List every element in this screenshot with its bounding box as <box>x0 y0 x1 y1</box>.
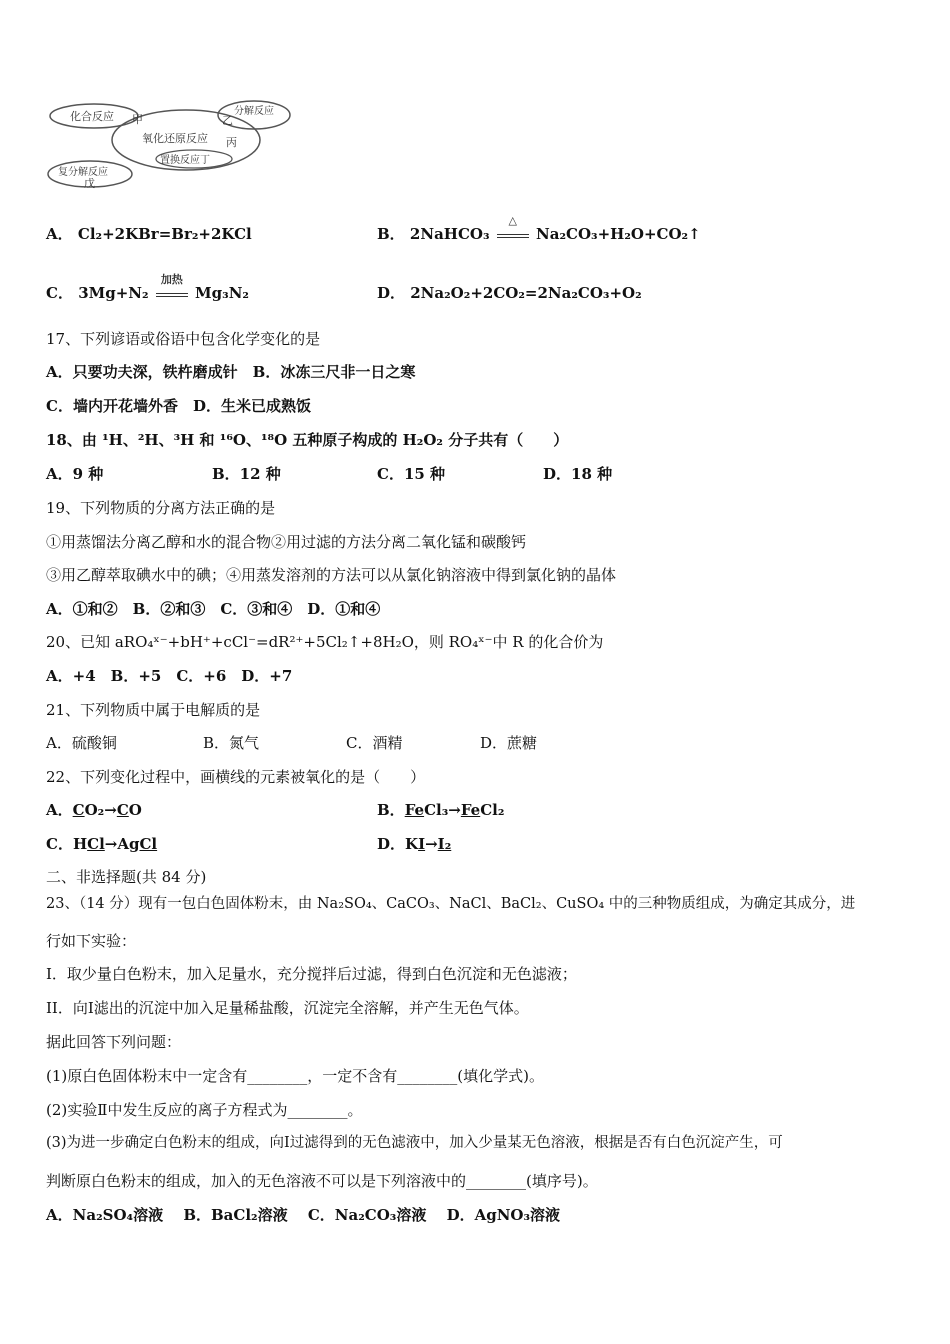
q16-option-a <box>46 224 252 244</box>
q22-d-text-2: → <box>425 835 438 853</box>
q18-option-b: B．12 种 <box>212 465 281 483</box>
q20-options: A．+4 B．+5 C．+6 D．+7 <box>46 667 293 685</box>
q16-c-condition: 加热 <box>160 273 183 286</box>
q21-option-c: C．酒精 <box>346 734 403 752</box>
q22-d-letter: D． <box>377 835 406 853</box>
q16-c-left: 3Mg+N₂ <box>78 284 149 302</box>
reaction-types-diagram <box>46 96 296 192</box>
q22-b-letter: B． <box>377 801 405 819</box>
q18-option-d: D．18 种 <box>543 465 613 483</box>
q23-options: A．Na₂SO₄溶液 B．BaCl₂溶液 C．Na₂CO₃溶液 D．AgNO₃溶液 <box>46 1206 561 1224</box>
q18-option-c: C．15 种 <box>377 465 446 483</box>
q23-subquestion-2: (2)实验Ⅱ中发生反应的离子方程式为________。 <box>46 1101 363 1119</box>
q23-prompt: 据此回答下列问题： <box>46 1033 182 1051</box>
diagram-label-double-decomposition: 复分解反应 <box>58 167 108 178</box>
q22-c-underlined-1: Cl <box>87 835 105 853</box>
q22-option-b <box>377 800 504 820</box>
q22-d-underlined-1: I <box>418 835 426 853</box>
q21-option-a: A．硫酸铜 <box>46 734 117 752</box>
diagram-label-bing: 丙 <box>226 136 237 149</box>
q18-option-a: A．9 种 <box>46 465 104 483</box>
q17-stem: 17、下列谚语或俗语中包含化学变化的是 <box>46 330 321 348</box>
q16-d-letter: D． <box>377 284 406 302</box>
q23-step-2: II．向Ⅰ滤出的沉淀中加入足量稀盐酸，沉淀完全溶解，并产生无色气体。 <box>46 999 529 1017</box>
q16-b-letter: B． <box>377 225 405 243</box>
q16-c-equals-sign <box>156 273 188 304</box>
q17-options-line1: A．只要功夫深，铁杵磨成针 B．冰冻三尺非一日之寒 <box>46 363 416 381</box>
heat-triangle-icon: △ <box>508 214 518 227</box>
diagram-label-yi: 乙 <box>222 114 233 127</box>
q22-option-a <box>46 800 142 820</box>
q22-b-underlined-1: Fe <box>404 801 425 819</box>
q23-step-1: I．取少量白色粉末，加入足量水，充分搅拌后过滤，得到白色沉淀和无色滤液； <box>46 965 577 983</box>
q16-option-d <box>377 283 642 303</box>
q22-d-underlined-2: I₂ <box>437 835 452 853</box>
q22-c-text-2: →Ag <box>104 835 140 853</box>
q22-b-text-1: Cl₃→ <box>424 801 461 819</box>
q22-a-underlined-2: C <box>116 801 129 819</box>
q21-option-d: D．蔗糖 <box>480 734 538 752</box>
q16-option-c <box>46 273 249 304</box>
q21-option-b: B．氮气 <box>203 734 260 752</box>
q16-a-letter: A． <box>46 225 73 243</box>
diagram-label-decomposition: 分解反应 <box>234 106 274 117</box>
q22-c-underlined-2: Cl <box>139 835 158 853</box>
q22-c-text-1: H <box>72 835 88 853</box>
q18-stem: 18、由 ¹H、²H、³H 和 ¹⁶O、¹⁸O 五种原子构成的 H₂O₂ 分子共有（ ） <box>46 431 569 449</box>
q21-stem: 21、下列物质中属于电解质的是 <box>46 701 261 719</box>
q16-b-equals-sign <box>497 214 529 245</box>
q23-stem-line2: 行如下实验： <box>46 932 137 950</box>
q22-a-text-2: O <box>128 801 142 819</box>
section-heading: 二、非选择题(共 84 分) <box>46 868 207 886</box>
q19-stem: 19、下列物质的分离方法正确的是 <box>46 499 276 517</box>
q20-stem: 20、已知 aRO₄ˣ⁻+bH⁺+cCl⁻=dR²⁺+5Cl₂↑+8H₂O，则 RO₄ˣ⁻中 R 的化合价为 <box>46 633 604 651</box>
diagram-label-combination: 化合反应 <box>70 110 114 123</box>
q22-d-text-1: K <box>405 835 419 853</box>
q22-a-underlined-1: C <box>72 801 85 819</box>
q19-statement-3-4: ③用乙醇萃取碘水中的碘；④用蒸发溶剂的方法可以从氯化钠溶液中得到氯化钠的晶体 <box>46 566 617 584</box>
q16-c-right: Mg₃N₂ <box>195 284 249 302</box>
q22-a-text-1: O₂→ <box>84 801 117 819</box>
diagram-label-redox: 氧化还原反应 <box>142 132 208 145</box>
diagram-label-wu: 戊 <box>84 177 95 190</box>
q16-a-text: Cl₂+2KBr=Br₂+2KCl <box>77 225 252 243</box>
q19-options: A．①和② B．②和③ C．③和④ D．①和④ <box>46 600 381 618</box>
q23-stem-line1: 23、（14 分）现有一包白色固体粉末，由 Na₂SO₄、CaCO₃、NaCl、BaCl₂、CuSO₄ 中的三种物质组成，为确定其成分，进 <box>46 896 856 912</box>
q23-subquestion-3-line2: 判断原白色粉末的组成，加入的无色溶液不可以是下列溶液中的________(填序号)。 <box>46 1172 598 1190</box>
q17-options-line2: C．墙内开花墙外香 D．生米已成熟饭 <box>46 397 311 415</box>
q22-b-text-2: Cl₂ <box>480 801 505 819</box>
q19-statement-1-2: ①用蒸馏法分离乙醇和水的混合物②用过滤的方法分离二氧化锰和碳酸钙 <box>46 533 527 551</box>
q22-stem: 22、下列变化过程中，画横线的元素被氧化的是（ ） <box>46 768 426 786</box>
q23-subquestion-3-line1: (3)为进一步确定白色粉末的组成，向Ⅰ过滤得到的无色滤液中，加入少量某无色溶液，根据是否有白色沉淀产生，可 <box>46 1135 783 1151</box>
q22-c-letter: C． <box>46 835 73 853</box>
q22-a-letter: A． <box>46 801 73 819</box>
q16-b-left: 2NaHCO₃ <box>409 225 490 243</box>
diagram-label-jia: 甲 <box>132 113 143 126</box>
q23-subquestion-1: (1)原白色固体粉末中一定含有________，一定不含有________(填化学式)。 <box>46 1067 544 1085</box>
q22-option-d <box>377 834 451 854</box>
q16-c-letter: C． <box>46 284 73 302</box>
diagram-label-displacement: 置换反应丁 <box>160 155 210 166</box>
q22-option-c <box>46 834 157 854</box>
q16-d-text: 2Na₂O₂+2CO₂=2Na₂CO₃+O₂ <box>410 284 642 302</box>
q22-b-underlined-2: Fe <box>460 801 481 819</box>
q16-b-right: Na₂CO₃+H₂O+CO₂↑ <box>536 225 701 243</box>
q16-option-b <box>377 214 701 245</box>
